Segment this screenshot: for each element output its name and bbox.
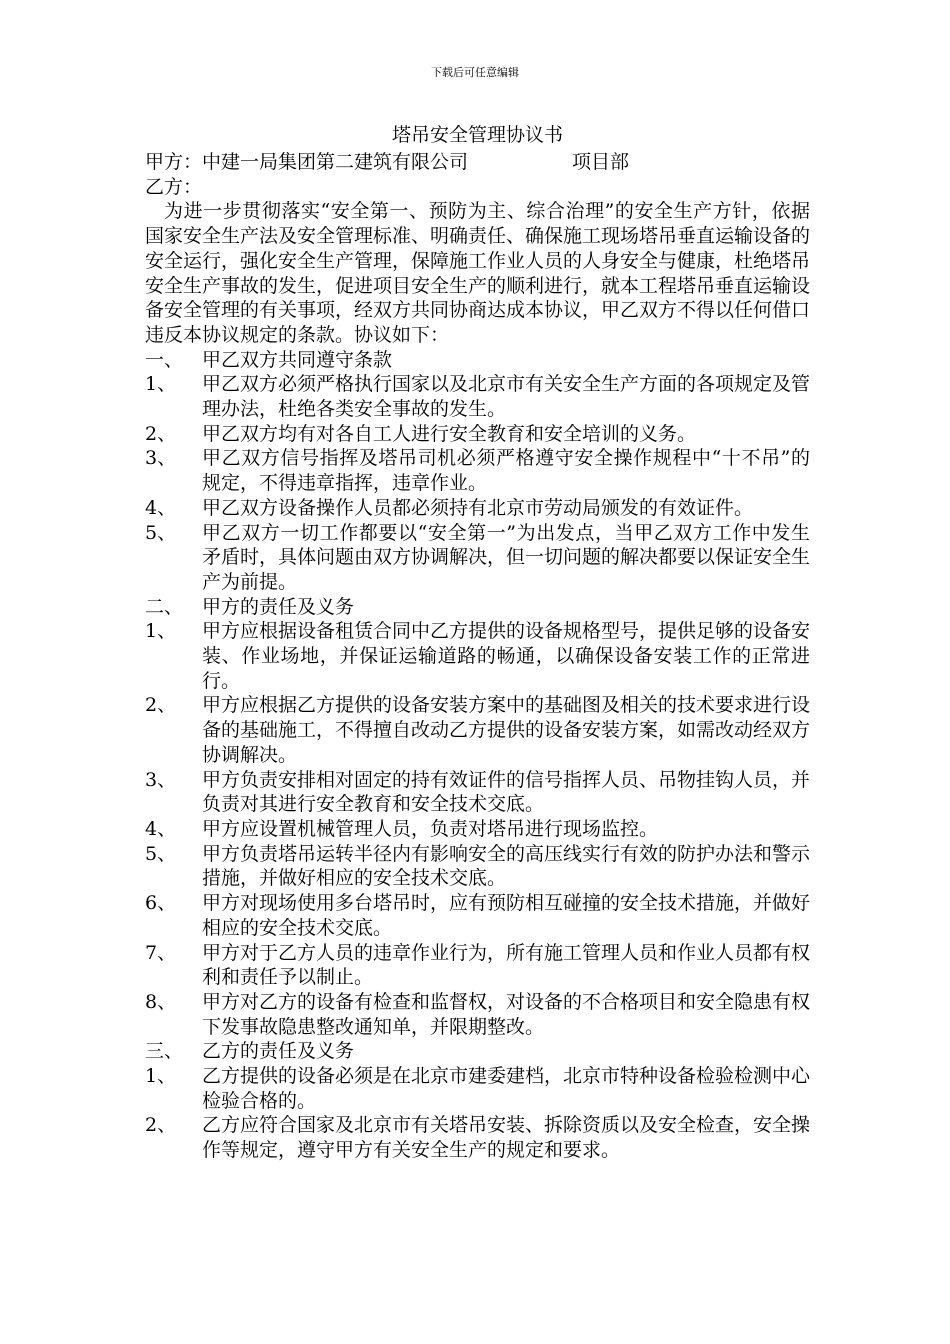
document-title: 塔吊安全管理协议书 xyxy=(391,124,563,146)
clause-number: 6、 xyxy=(145,892,177,915)
header-note: 下载后可任意编辑 xyxy=(431,66,519,79)
clause xyxy=(145,422,810,447)
clause xyxy=(145,1064,810,1113)
clause-text: 甲方负责安排相对固定的持有效证件的信号指挥人员、吊物挂钩人员，并负责对其进行安全教育和安全技术交底。 xyxy=(202,768,811,816)
section-heading xyxy=(145,1039,810,1064)
clause-text: 甲方对于乙方人员的违章作业行为，所有施工管理人员和作业人员都有权利和责任予以制止。 xyxy=(202,941,811,989)
clause xyxy=(145,446,810,495)
clause xyxy=(145,817,810,842)
intro-paragraph: 为进一步贯彻落实“安全第一、预防为主、综合治理”的安全生产方针，依据国家安全生产法及安全管理标准、明确责任、确保施工现场塔吊垂直运输设备的安全运行，强化安全生产管理，保障施工作业人员的人身安全与健康，杜绝塔吊安全生产事故的发生，促进项目安全生产的顺利进行，就本工程塔吊垂直运输设备安全管理的有关事项，经双方共同协商达成本协议，甲乙双方不得以任何借口违反本协议规定的条款。协议如下： xyxy=(145,200,811,346)
section-heading xyxy=(145,595,810,620)
clause-number: 2、 xyxy=(145,422,177,445)
clause-number: 3、 xyxy=(145,768,177,791)
section-number: 二、 xyxy=(145,595,184,618)
clause-number: 2、 xyxy=(145,694,177,717)
clause-number: 4、 xyxy=(145,496,177,519)
clause xyxy=(145,1113,810,1162)
clause xyxy=(145,693,810,767)
party-a-label: 甲方：中建一局集团第二建筑有限公司 xyxy=(145,151,469,173)
clause-number: 1、 xyxy=(145,373,177,396)
clause-text: 甲方对乙方的设备有检查和监督权，对设备的不合格项目和安全隐患有权下发事故隐患整改通知单，并限期整改。 xyxy=(202,990,811,1038)
party-a-line xyxy=(145,150,810,175)
clause-number: 3、 xyxy=(145,447,177,470)
clause-text: 甲乙双方均有对各自工人进行安全教育和安全培训的义务。 xyxy=(202,422,697,445)
section-heading xyxy=(145,348,810,373)
clause-text: 乙方应符合国家及北京市有关塔吊安装、拆除资质以及安全检查，安全操作等规定，遵守甲方有关安全生产的规定和要求。 xyxy=(202,1114,811,1162)
clause-text: 甲方对现场使用多台塔吊时，应有预防相互碰撞的安全技术措施，并做好相应的安全技术交底。 xyxy=(202,892,811,939)
clause-text: 甲乙双方信号指挥及塔吊司机必须严格遵守安全操作规程中“十不吊”的规定，不得违章指挥，违章作业。 xyxy=(202,447,810,495)
clause-text: 甲乙双方设备操作人员都必须持有北京市劳动局颁发的有效证件。 xyxy=(202,496,754,519)
section-number: 三、 xyxy=(145,1040,184,1063)
clause-number: 1、 xyxy=(145,620,177,643)
clause xyxy=(145,521,810,595)
clause-number: 5、 xyxy=(145,521,177,544)
section-number: 一、 xyxy=(145,348,184,371)
clause-text: 甲方负责塔吊运转半径内有影响安全的高压线实行有效的防护办法和警示措施，并做好相应的安全技术交底。 xyxy=(202,842,811,890)
project-dept-label: 项目部 xyxy=(572,151,630,173)
clause xyxy=(145,496,810,521)
clause xyxy=(145,619,810,693)
clause xyxy=(145,941,810,990)
section-title: 甲乙双方共同遵守条款 xyxy=(202,348,393,371)
clause-text: 甲乙双方一切工作都要以“安全第一”为出发点，当甲乙双方工作中发生矛盾时，具体问题由双方协调解决，但一切问题的解决都要以保证安全生产为前提。 xyxy=(202,521,811,593)
clause-text: 甲乙双方必须严格执行国家以及北京市有关安全生产方面的各项规定及管理办法，杜绝各类安全事故的发生。 xyxy=(202,373,811,421)
clause-number: 5、 xyxy=(145,842,177,865)
clause-text: 甲方应设置机械管理人员，负责对塔吊进行现场监控。 xyxy=(202,817,659,840)
party-b-line xyxy=(145,175,810,200)
clause xyxy=(145,842,810,891)
clause-number: 1、 xyxy=(145,1065,177,1088)
clause-number: 2、 xyxy=(145,1114,177,1137)
clause xyxy=(145,372,810,421)
clause-text: 乙方提供的设备必须是在北京市建委建档，北京市特种设备检验检测中心检验合格的。 xyxy=(202,1065,811,1112)
clause xyxy=(145,990,810,1039)
clause xyxy=(145,768,810,817)
clause-number: 4、 xyxy=(145,817,177,840)
section-title: 甲方的责任及义务 xyxy=(202,595,355,618)
party-b-label: 乙方： xyxy=(145,175,203,198)
document-body xyxy=(145,120,810,1163)
clause-text: 甲方应根据设备租赁合同中乙方提供的设备规格型号，提供足够的设备安装、作业场地，并保证运输道路的畅通，以确保设备安装工作的正常进行。 xyxy=(202,620,811,692)
clause-number: 8、 xyxy=(145,990,177,1013)
section-title: 乙方的责任及义务 xyxy=(202,1040,355,1063)
clause-number: 7、 xyxy=(145,941,177,964)
clause-text: 甲方应根据乙方提供的设备安装方案中的基础图及相关的技术要求进行设备的基础施工，不得擅自改动乙方提供的设备安装方案，如需改动经双方协调解决。 xyxy=(202,694,811,766)
clause xyxy=(145,891,810,940)
